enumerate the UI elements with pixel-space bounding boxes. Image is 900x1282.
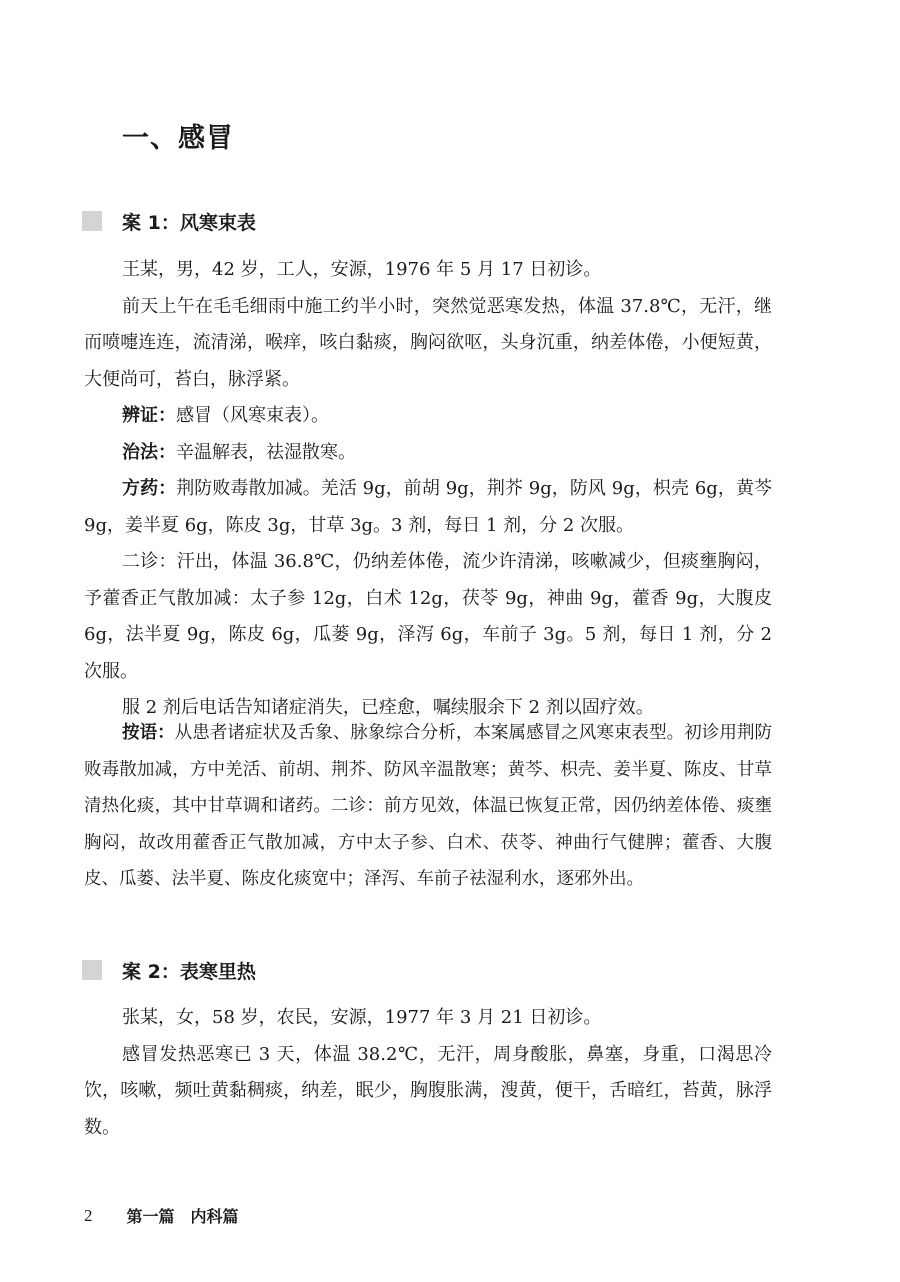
case-1-second-visit: 二诊：汗出，体温 36.8℃，仍纳差体倦，流少许清涕，咳嗽减少，但痰壅胸闷，予藿香正气散加减：太子参 12g，白术 12g，茯苓 9g，神曲 9g，藿香 9g，大腹皮 6g，法半夏 9g，陈皮 6g，瓜蒌 9g，泽泻 6g，车前子 3g。5 剂，每日 1 剂，分 2 次服。 <box>84 551 772 682</box>
case-2-heading <box>82 958 256 982</box>
chapter-title: 一、感冒 <box>122 123 234 154</box>
case-1-history: 前天上午在毛毛细雨中施工约半小时，突然觉恶寒发热，体温 37.8℃，无汗，继而喷嚏连连，流清涕，喉痒，咳白黏痰，胸闷欲呕，头身沉重，纳差体倦，小便短黄，大便尚可，苔白，脉浮紧。 <box>84 295 772 390</box>
case-1-body <box>84 252 772 727</box>
prescription-text: 荆防败毒散加减。羌活 9g，前胡 9g，荆芥 9g，防风 9g，枳壳 6g，黄芩 9g，姜半夏 6g，陈皮 3g，甘草 3g。3 剂，每日 1 剂，分 2 次服。 <box>84 478 773 536</box>
case-1-followup: 服 2 剂后电话告知诸症消失，已痊愈，嘱续服余下 2 剂以固疗效。 <box>122 697 654 718</box>
case-1-diagnosis <box>84 398 772 435</box>
treatment-label: 治法： <box>122 441 176 463</box>
case-1-commentary <box>84 715 772 898</box>
case-1-title: 案 1：风寒束表 <box>122 211 256 234</box>
case-1-prescription <box>84 471 772 544</box>
case-2-body <box>84 1000 772 1146</box>
case-2-history: 感冒发热恶寒已 3 天，体温 38.2℃，无汗，周身酸胀，鼻塞，身重，口渴思冷饮，咳嗽，频吐黄黏稠痰，纳差，眠少，胸腹胀满，溲黄，便干，舌暗红，苔黄，脉浮数。 <box>84 1043 772 1138</box>
running-footer-section: 第一篇 内科篇 <box>126 1207 239 1226</box>
case-2-intro: 张某，女，58 岁，农民，安源，1977 年 3 月 21 日初诊。 <box>122 1007 602 1028</box>
commentary-text: 从患者诸症状及舌象、脉象综合分析，本案属感冒之风寒束表型。初诊用荆防败毒散加减，方中羌活、前胡、荆芥、防风辛温散寒；黄芩、枳壳、姜半夏、陈皮、甘草清热化痰，其中甘草调和诸药。二诊：前方见效，体温已恢复正常，因仍纳差体倦、痰壅胸闷，故改用藿香正气散加减，方中太子参、白术、茯苓、神曲行气健脾；藿香、大腹皮、瓜蒌、法半夏、陈皮化痰宽中；泽泻、车前子祛湿利水，逐邪外出。 <box>84 723 773 889</box>
square-marker-icon <box>82 960 102 980</box>
page-footer <box>84 1204 239 1227</box>
square-marker-icon <box>82 211 102 231</box>
case-1-heading <box>82 209 256 233</box>
commentary-paragraph <box>84 715 772 898</box>
commentary-label: 按语： <box>122 723 175 743</box>
case-2-title: 案 2：表寒里热 <box>122 960 256 983</box>
case-1-treatment <box>84 435 772 472</box>
page-number: 2 <box>84 1205 93 1225</box>
prescription-label: 方药： <box>122 478 177 499</box>
diagnosis-text: 感冒（风寒束表）。 <box>176 405 329 426</box>
diagnosis-label: 辨证： <box>122 405 176 426</box>
treatment-text: 辛温解表，祛湿散寒。 <box>176 441 356 463</box>
case-1-intro: 王某，男，42 岁，工人，安源，1976 年 5 月 17 日初诊。 <box>122 259 602 280</box>
